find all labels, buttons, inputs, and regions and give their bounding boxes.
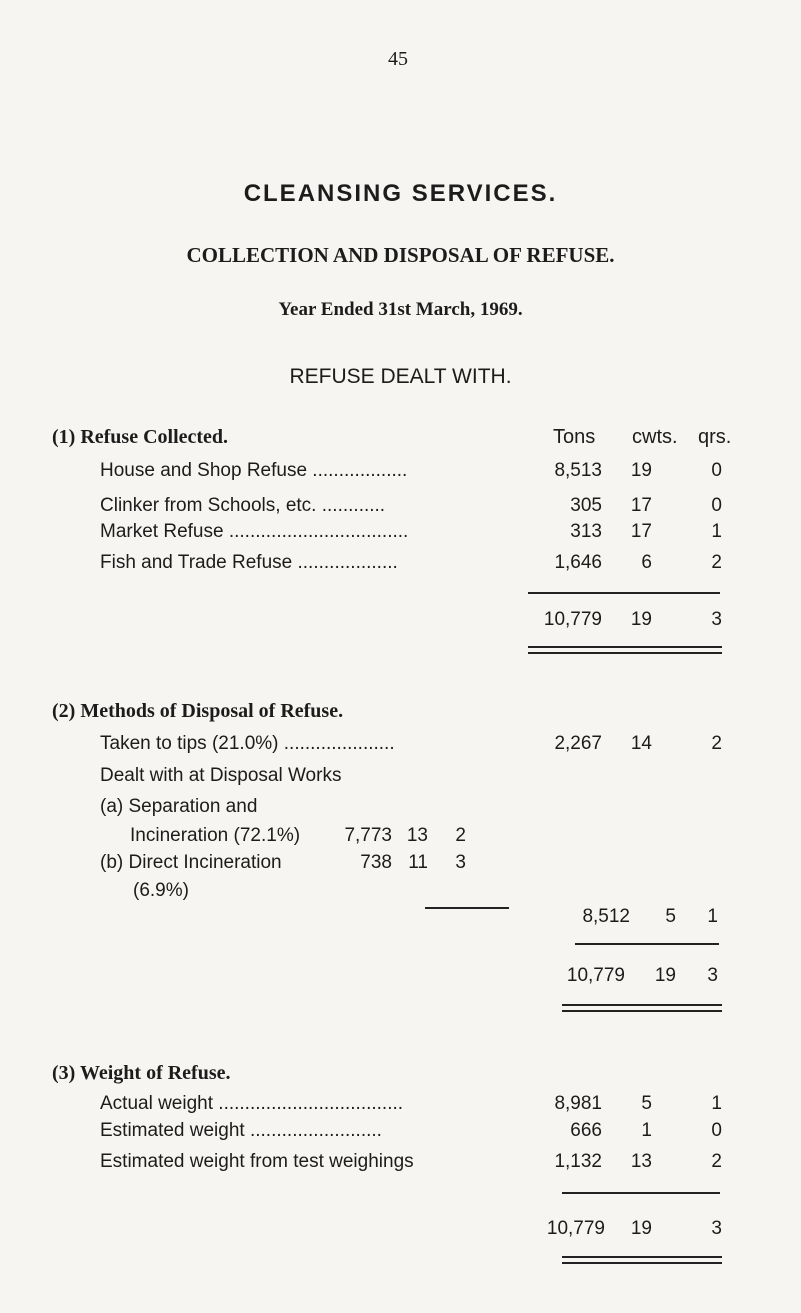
total-tons: 10,779: [546, 1218, 605, 1239]
row-label: Actual weight ...................................: [100, 1093, 404, 1114]
total-tons: 10,779: [543, 609, 602, 630]
total-qrs: 3: [711, 609, 722, 630]
total-qrs: 3: [707, 965, 718, 986]
row-tons: 666: [570, 1120, 602, 1141]
total-qrs: 3: [711, 1218, 722, 1239]
row-qrs: 2: [711, 733, 722, 754]
row-cwts: 19: [630, 460, 652, 481]
row-tons: 8,981: [554, 1093, 602, 1114]
row-tons: 305: [570, 495, 602, 516]
row-label: Estimated weight from test weighings: [100, 1151, 414, 1172]
separation-label-2: Incineration (72.1%): [130, 825, 301, 846]
row-tons: 1,646: [554, 552, 602, 573]
direct-qrs: 3: [455, 852, 466, 873]
separation-cwts: 13: [406, 825, 428, 846]
row-qrs: 2: [711, 1151, 722, 1172]
row-cwts: 17: [630, 495, 652, 516]
row-label: Estimated weight .........................: [100, 1120, 382, 1141]
subtotal-rule: [528, 592, 720, 594]
direct-incineration-label: (b) Direct Incineration: [100, 852, 282, 873]
total-cwts: 19: [630, 609, 652, 630]
row-cwts: 14: [630, 733, 652, 754]
row-qrs: 1: [711, 521, 722, 542]
total-double-rule: [528, 646, 722, 654]
year-heading: Year Ended 31st March, 1969.: [278, 299, 523, 320]
row-qrs: 1: [711, 1093, 722, 1114]
row-label: Market Refuse ..................................: [100, 521, 409, 542]
subtotal-rule: [562, 1192, 720, 1194]
col-qrs-header: qrs.: [698, 426, 732, 448]
row-label: House and Shop Refuse ..................: [100, 460, 408, 481]
total-double-rule: [562, 1256, 722, 1264]
col-cwts-header: cwts.: [632, 426, 678, 448]
subtitle: COLLECTION AND DISPOSAL OF REFUSE.: [186, 243, 615, 267]
works-tons: 8,512: [582, 906, 630, 927]
sec3-heading: (3) Weight of Refuse.: [52, 1062, 231, 1084]
separation-tons: 7,773: [344, 825, 392, 846]
works-qrs: 1: [707, 906, 718, 927]
page-number: 45: [388, 48, 408, 70]
row-qrs: 0: [711, 1120, 722, 1141]
row-tons: 8,513: [554, 460, 602, 481]
page-title: CLEANSING SERVICES.: [243, 180, 558, 207]
row-cwts: 17: [630, 521, 652, 542]
total-tons: 10,779: [566, 965, 625, 986]
direct-incineration-pct: (6.9%): [133, 880, 189, 901]
disposal-works-label: Dealt with at Disposal Works: [100, 765, 342, 786]
row-qrs: 2: [711, 552, 722, 573]
row-cwts: 6: [641, 552, 652, 573]
row-qrs: 0: [711, 460, 722, 481]
section-heading: REFUSE DEALT WITH.: [289, 365, 512, 388]
direct-cwts: 11: [408, 852, 428, 873]
separation-label: (a) Separation and: [100, 796, 258, 817]
col-tons-header: Tons: [553, 426, 596, 448]
row-label: Clinker from Schools, etc. ............: [100, 495, 386, 516]
row-label: Fish and Trade Refuse ...................: [100, 552, 398, 573]
subtotal-rule: [575, 943, 719, 945]
separation-qrs: 2: [455, 825, 466, 846]
row-cwts: 5: [641, 1093, 652, 1114]
row-tons: 313: [570, 521, 602, 542]
works-cwts: 5: [665, 906, 676, 927]
subtotal-rule: [425, 907, 509, 909]
direct-tons: 738: [360, 852, 392, 873]
row-tons: 2,267: [554, 733, 602, 754]
row-label: Taken to tips (21.0%) .....................: [100, 733, 395, 754]
total-double-rule: [562, 1004, 722, 1012]
total-cwts: 19: [654, 965, 676, 986]
sec1-heading: (1) Refuse Collected.: [52, 426, 229, 448]
row-qrs: 0: [711, 495, 722, 516]
row-cwts: 1: [641, 1120, 652, 1141]
row-cwts: 13: [630, 1151, 652, 1172]
total-cwts: 19: [630, 1218, 652, 1239]
row-tons: 1,132: [554, 1151, 602, 1172]
sec2-heading: (2) Methods of Disposal of Refuse.: [52, 700, 344, 722]
